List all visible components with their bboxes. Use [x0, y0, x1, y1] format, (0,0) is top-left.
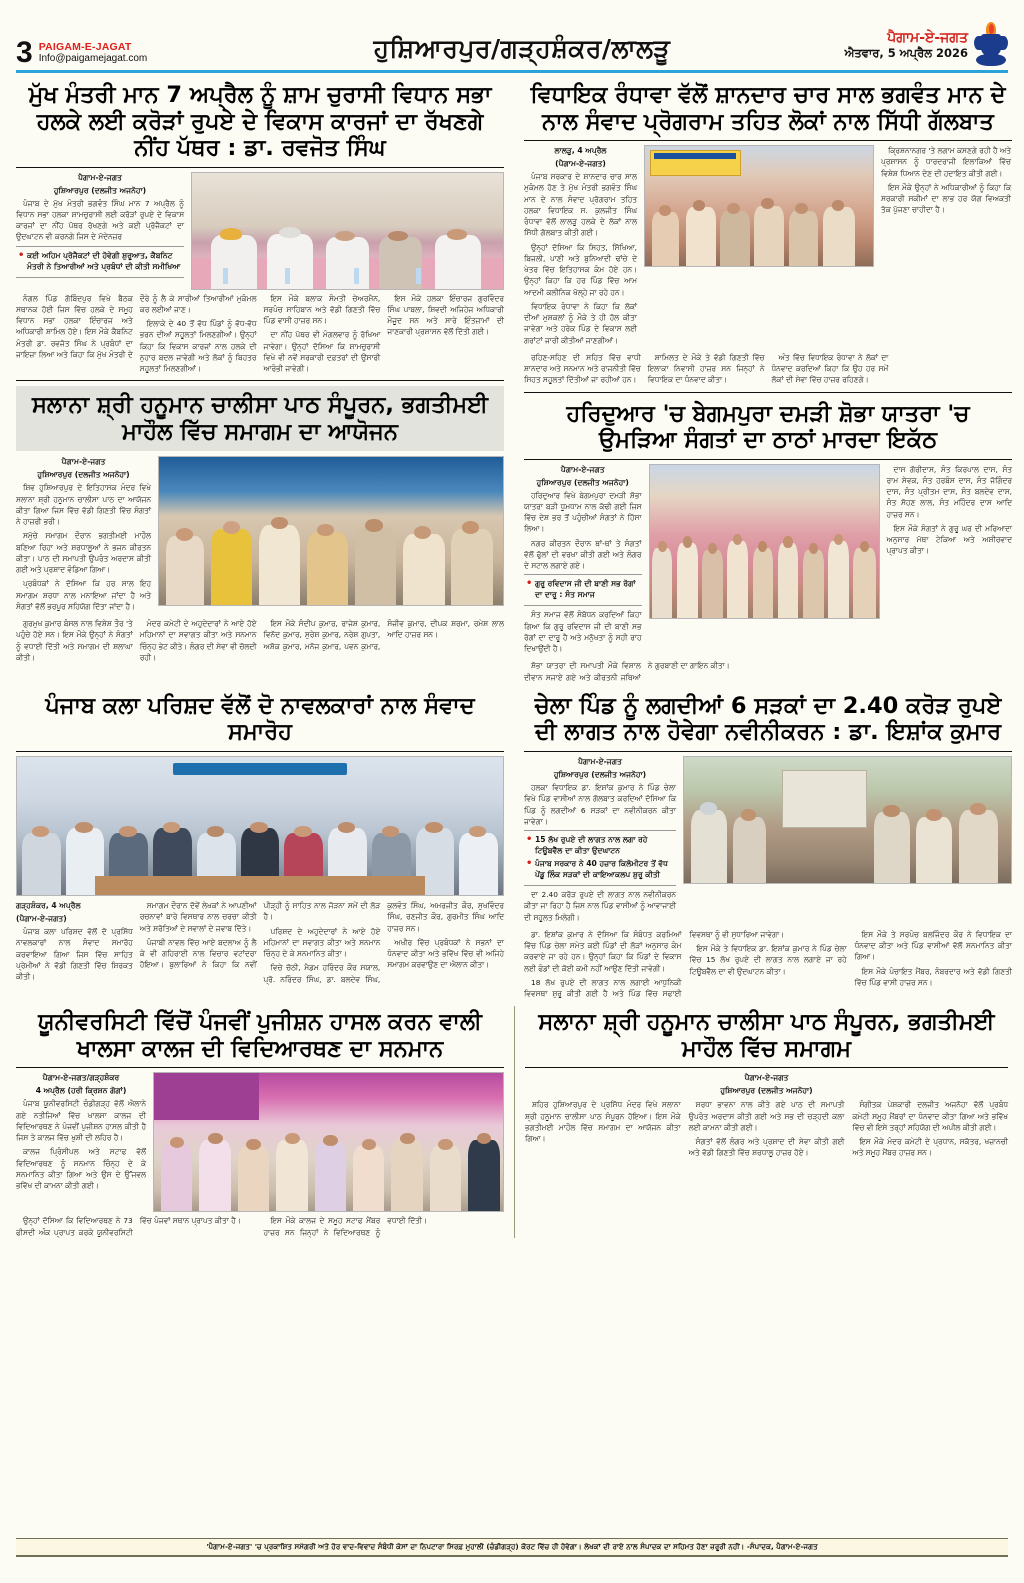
- article-7-headline: ਯੂਨੀਵਰਸਿਟੀ ਵਿੱਚੋਂ ਪੰਜਵੀਂ ਪੁਜੀਸ਼ਨ ਹਾਸਲ ਕਰਨ ਵਾਲੀ ਖਾਲਸਾ ਕਾਲਜ ਦੀ ਵਿਦਿਆਰਥਣ ਦਾ ਸਨਮਾਨ: [38, 1009, 482, 1062]
- article-5-para: ਪਰਿਸ਼ਦ ਦੇ ਅਹੁਦੇਦਾਰਾਂ ਨੇ ਆਏ ਹੋਏ ਮਹਿਮਾਨਾਂ ਦਾ ਸਵਾਗਤ ਕੀਤਾ ਅਤੇ ਸਨਮਾਨ ਚਿੰਨ੍ਹ ਦੇ ਕੇ ਸਨਮਾਨਿਤ ਕੀਤਾ।: [263, 926, 381, 959]
- article-4-headline: ਹਰਿਦੁਆਰ 'ਚ ਬੇਗਮਪੁਰਾ ਦਮੜੀ ਸ਼ੋਭਾ ਯਾਤਰਾ 'ਚ ਉਮੜਿਆ ਸੰਗਤਾਂ ਦਾ ਠਾਠਾਂ ਮਾਰਦਾ ਇਕੱਠ: [566, 400, 970, 454]
- brand-block: [39, 41, 148, 65]
- article-1-para: ਨੰਗਲ ਪਿੰਡ ਗੋਬਿੰਦਪੁਰ ਵਿਖੇ ਬੈਠਕ ਸਥਾਨਕ ਹੋਈ ਜਿਸ ਵਿੱਚ ਹਲਕੇ ਦੇ ਸਮੂਹ ਵਿਧਾਨ ਸਭਾ ਹਲਕਾ ਇੰਚਾਰਜ ਅਤੇ ਅਧਿਕਾਰੀ ਸ਼ਾਮਿਲ ਹੋਏ। ਇਸ ਮੌਕੇ ਕੈਬਨਿਟ ਮੰਤਰੀ ਡਾ. ਰਵਜੋਤ ਸਿੰਘ ਨੇ ਪ੍ਰਬੰਧਾਂ ਦਾ ਜਾਇਜ਼ਾ ਲਿਆ ਅਤੇ ਕਿਹਾ ਕਿ ਮੁੱਖ ਮੰਤਰੀ ਦੇ ਦੌਰੇ ਨੂੰ ਲੈ ਕੇ ਸਾਰੀਆਂ ਤਿਆਰੀਆਂ ਮੁਕੰਮਲ ਕਰ ਲਈਆਂ ਜਾਣ।: [16, 293, 257, 359]
- article-8-dateline-1: ਪੈਗਾਮ-ਏ-ਜਗਤ: [744, 1073, 789, 1083]
- article-7: [16, 1006, 504, 1238]
- brand-name: PAIGAM-E-JAGAT: [38, 40, 132, 53]
- article-4-para: ਸ਼ੋਭਾ ਯਾਤਰਾ ਦੀ ਸਮਾਪਤੀ ਮੌਕੇ ਵਿਸ਼ਾਲ ਦੀਵਾਨ ਸਜਾਏ ਗਏ ਅਤੇ ਕੀਰਤਨੀ ਜਥਿਆਂ ਨੇ ਗੁਰਬਾਣੀ ਦਾ ਗਾਇਨ ਕੀਤਾ।: [524, 661, 730, 682]
- article-7-dateline-1: ਪੈਗਾਮ-ਏ-ਜਗਤ/ਗੜ੍ਹਸ਼ੰਕਰ: [42, 1073, 120, 1083]
- article-2: [524, 79, 1012, 386]
- article-7-para: ਕਾਲਜ ਪ੍ਰਿੰਸੀਪਲ ਅਤੇ ਸਟਾਫ ਵੱਲੋਂ ਵਿਦਿਆਰਥਣ ਨੂੰ ਸਨਮਾਨ ਚਿੰਨ੍ਹ ਦੇ ਕੇ ਸਨਮਾਨਿਤ ਕੀਤਾ ਗਿਆ ਅਤੇ ਉਸ ਦੇ ਉੱਜਵਲ ਭਵਿੱਖ ਦੀ ਕਾਮਨਾ ਕੀਤੀ ਗਈ।: [16, 1147, 146, 1191]
- brand-email: Info@paigamejagat.com: [38, 52, 148, 64]
- article-2-para: ਸ਼ਾਮਿਲਤ ਦੇ ਮੌਕੇ ਤੇ ਵੱਡੀ ਗਿਣਤੀ ਵਿੱਚ ਇਲਾਕਾ ਨਿਵਾਸੀ ਹਾਜ਼ਰ ਸਨ ਜਿਨ੍ਹਾਂ ਨੇ ਵਿਧਾਇਕ ਦਾ ਧੰਨਵਾਦ ਕੀਤਾ।: [647, 352, 765, 385]
- bullet-item: • ਕਈ ਅਹਿਮ ਪ੍ਰੋਜੈਕਟਾਂ ਦੀ ਹੋਵੇਗੀ ਸ਼ੁਰੂਆਤ, ਕੈਬਨਿਟ ਮੰਤਰੀ ਨੇ ਤਿਆਰੀਆਂ ਅਤੇ ਪ੍ਰਬੰਧਾਂ ਦੀ ਕੀਤੀ ਸਮੀਖਿਆ: [27, 250, 184, 272]
- article-7-dateline-2: 4 ਅਪ੍ਰੈਲ (ਹਰੀ ਕ੍ਰਿਸ਼ਨ ਗੋਗਾਂ): [35, 1086, 127, 1096]
- hanuman-chalisa-event-photo: [158, 456, 504, 606]
- article-3: [16, 386, 504, 663]
- article-8-para: ਇਸ ਮੌਕੇ ਮੰਦਰ ਕਮੇਟੀ ਦੇ ਪ੍ਰਧਾਨ, ਸਕੱਤਰ, ਖਜ਼ਾਨਚੀ ਅਤੇ ਸਮੂਹ ਮੈਂਬਰ ਹਾਜ਼ਰ ਸਨ।: [852, 1137, 1008, 1158]
- article-6: [524, 690, 1012, 999]
- masthead: [16, 14, 1008, 69]
- kala-parishad-group-photo: [16, 756, 504, 896]
- article-2-para: ਰਹਿਣ-ਸਹਿਣ ਦੀ ਸਹਿਤ ਵਿੱਚ ਵਾਧੀ ਸ਼ਾਨਦਾਰ ਅਤੇ ਸਨਮਾਨ ਅਤੇ ਰਾਜਨੀਤੀ ਵਿੱਚ ਸਿਹਤ ਸਹੂਲਤਾਂ ਦਿੱਤੀਆਂ ਜਾ ਰਹੀਆਂ ਹਨ।: [524, 352, 641, 385]
- article-5-dateline-1: ਗੜ੍ਹਸ਼ੰਕਰ, 4 ਅਪ੍ਰੈਲ: [16, 901, 81, 911]
- sangat-samvad-photo: [644, 145, 874, 267]
- article-6-dateline-1: ਪੈਗਾਮ-ਏ-ਜਗਤ: [578, 757, 622, 767]
- article-6-bullets: [524, 830, 676, 886]
- article-6-headline: ਚੇਲਾ ਪਿੰਡ ਨੂੰ ਲਗਦੀਆਂ 6 ਸੜਕਾਂ ਦਾ 2.40 ਕਰੋੜ ਰੁਪਏ ਦੀ ਲਾਗਤ ਨਾਲ ਹੋਵੇਗਾ ਨਵੀਨੀਕਰਨ : ਡਾ. ਇਸ਼ਾਂਕ ਕੁਮਾਰ: [534, 692, 1002, 746]
- article-2-para: ਇਸ ਮੌਕੇ ਉਨ੍ਹਾਂ ਨੇ ਅਧਿਕਾਰੀਆਂ ਨੂੰ ਕਿਹਾ ਕਿ ਸਰਕਾਰੀ ਸਕੀਮਾਂ ਦਾ ਲਾਭ ਹਰ ਯੋਗ ਵਿਅਕਤੀ ਤੱਕ ਪੁੱਜਣਾ ਚਾਹੀਦਾ ਹੈ।: [881, 182, 1011, 215]
- article-8-para: ਸੰਗਤਾਂ ਵੱਲੋਂ ਲੰਗਰ ਅਤੇ ਪ੍ਰਸ਼ਾਦ ਦੀ ਸੇਵਾ ਕੀਤੀ ਗਈ ਅਤੇ ਵੱਡੀ ਗਿਣਤੀ ਵਿੱਚ ਸ਼ਰਧਾਲੂ ਹਾਜ਼ਰ ਹੋਏ।: [688, 1137, 845, 1158]
- article-4-para: ਦਾਸ ਗੋਰੀਦਾਸ, ਸੰਤ ਕਿਰਪਾਲ ਦਾਸ, ਸੰਤ ਰਾਮ ਸੇਵਕ, ਸੰਤ ਹਰਬੰਸ ਦਾਸ, ਸੰਤ ਜੋਗਿੰਦਰ ਦਾਸ, ਸੰਤ ਪ੍ਰੀਤਮ ਦਾਸ, ਸੰਤ ਬਲਦੇਵ ਦਾਸ, ਸੰਤ ਸੋਹਣ ਲਾਲ, ਸੰਤ ਮਹਿੰਦਰ ਦਾਸ ਆਦਿ ਹਾਜ਼ਰ ਸਨ।: [886, 464, 1012, 519]
- date-line: ਐਤਵਾਰ, 5 ਅਪ੍ਰੈਲ 2026: [844, 45, 968, 60]
- article-1-bullets: [16, 246, 184, 278]
- article-6-para: ਹਲਕਾ ਵਿਧਾਇਕ ਡਾ. ਇਸ਼ਾਂਕ ਕੁਮਾਰ ਨੇ ਪਿੰਡ ਚੇਲਾ ਵਿਖੇ ਪਿੰਡ ਵਾਸੀਆਂ ਨਾਲ ਗੱਲਬਾਤ ਕਰਦਿਆਂ ਦੱਸਿਆ ਕਿ ਪਿੰਡ ਨੂੰ ਲਗਦੀਆਂ 6 ਸੜਕਾਂ ਦਾ ਨਵੀਨੀਕਰਨ ਕੀਤਾ ਜਾਵੇਗਾ।: [524, 783, 676, 826]
- article-6-para: ਇਸ ਮੌਕੇ ਤੇ ਵਿਧਾਇਕ ਡਾ. ਇਸ਼ਾਂਕ ਕੁਮਾਰ ਨੇ ਪਿੰਡ ਚੇਲਾ ਵਿੱਚ 15 ਲੱਖ ਰੁਪਏ ਦੀ ਲਾਗਤ ਨਾਲ ਲਗਾਏ ਜਾ ਰਹੇ ਟਿਊਬਵੈੱਲ ਦਾ ਵੀ ਉਦਘਾਟਨ ਕੀਤਾ।: [689, 944, 847, 976]
- footer-disclaimer: 'ਪੈਗਾਮ-ਏ-ਜਗਤ' 'ਚ ਪ੍ਰਕਾਸ਼ਿਤ ਸਮੱਗਰੀ ਅਤੇ ਹੋਰ ਵਾਦ-ਵਿਵਾਦ ਸੰਬੰਧੀ ਕੇਸਾਂ ਦਾ ਨਿਪਟਾਰਾ ਸਿਰਫ਼ ਮੁਹਾਲੀ (ਚੰਡੀਗੜ੍ਹ) ਕੋਰਟ ਵਿੱਚ ਹੀ ਹੋਵੇਗਾ। ਲੇਖਕਾਂ ਦੀ ਰਾਏ ਨਾਲ ਸੰਪਾਦਕ ਦਾ ਸਹਿਮਤ ਹੋਣਾ ਜ਼ਰੂਰੀ ਨਹੀਂ। -ਸੰਪਾਦਕ, ਪੈਗਾਮ-ਏ-ਜਗਤ: [16, 1538, 1008, 1557]
- article-5-para: ਸਮਾਗਮ ਦੌਰਾਨ ਦੋਵੇਂ ਲੇਖਕਾਂ ਨੇ ਆਪਣੀਆਂ ਰਚਨਾਵਾਂ ਬਾਰੇ ਵਿਸਥਾਰ ਨਾਲ ਚਰਚਾ ਕੀਤੀ ਅਤੇ ਸਰੋਤਿਆਂ ਦੇ ਸਵਾਲਾਂ ਦੇ ਜਵਾਬ ਦਿੱਤੇ।: [139, 901, 257, 933]
- article-8-para: ਸ਼ਹਿਰ ਹੁਸ਼ਿਆਰਪੁਰ ਦੇ ਪ੍ਰਸਿੱਧ ਮੰਦਰ ਵਿਖੇ ਸਲਾਨਾ ਸ਼੍ਰੀ ਹਨੂਮਾਨ ਚਾਲੀਸਾ ਪਾਠ ਸੰਪੂਰਨ ਹੋਇਆ। ਇਸ ਮੌਕੇ ਭਗਤੀਮਈ ਮਾਹੌਲ ਵਿੱਚ ਸਮਾਗਮ ਦਾ ਆਯੋਜਨ ਕੀਤਾ ਗਿਆ।: [524, 1100, 681, 1144]
- article-6-para: ਇਸ ਮੌਕੇ ਤੇ ਸਰਪੰਚ ਬਲਜਿੰਦਰ ਕੌਰ ਨੇ ਵਿਧਾਇਕ ਦਾ ਧੰਨਵਾਦ ਕੀਤਾ ਅਤੇ ਪਿੰਡ ਵਾਸੀਆਂ ਵੱਲੋਂ ਸਨਮਾਨਿਤ ਕੀਤਾ ਗਿਆ।: [854, 929, 1012, 962]
- article-3-para: ਮੰਦਰ ਕਮੇਟੀ ਦੇ ਅਹੁਦੇਦਾਰਾਂ ਨੇ ਆਏ ਹੋਏ ਮਹਿਮਾਨਾਂ ਦਾ ਸਵਾਗਤ ਕੀਤਾ ਅਤੇ ਸਨਮਾਨ ਚਿੰਨ੍ਹ ਭੇਟ ਕੀਤੇ। ਲੰਗਰ ਦੀ ਸੇਵਾ ਵੀ ਚੱਲਦੀ ਰਹੀ।: [139, 619, 257, 662]
- article-6-para: 18 ਲੱਖ ਰੁਪਏ ਦੀ ਲਾਗਤ ਨਾਲ ਲਗਾਈ ਆਧੁਨਿਕੀ ਵਿਵਸਥਾ ਸ਼ੁਰੂ ਕੀਤੀ ਗਈ ਹੈ ਅਤੇ ਪਿੰਡ ਵਿੱਚ ਸਫਾਈ ਵਿਵਸਥਾ ਨੂੰ ਵੀ ਸੁਧਾਰਿਆ ਜਾਵੇਗਾ।: [524, 929, 785, 999]
- article-8-headline: ਸਲਾਨਾ ਸ਼੍ਰੀ ਹਨੂਮਾਨ ਚਾਲੀਸਾ ਪਾਠ ਸੰਪੂਰਨ, ਭਗਤੀਮਈ ਮਾਹੌਲ ਵਿੱਚ ਸਮਾਗਮ: [538, 1009, 995, 1062]
- article-3-headline: ਸਲਾਨਾ ਸ਼੍ਰੀ ਹਨੂਮਾਨ ਚਾਲੀਸਾ ਪਾਠ ਸੰਪੂਰਨ, ਭਗਤੀਮਈ ਮਾਹੌਲ ਵਿੱਚ ਸਮਾਗਮ ਦਾ ਆਯੋਜਨ: [16, 386, 504, 451]
- article-5-para: ਵਿਚੇ ਚੱਠੀ, ਮੈਡਮ ਹਰਿੰਦਰ ਕੌਰ ਸਯਾਲ, ਪ੍ਰੋ. ਨਰਿੰਦਰ ਸਿੰਘ, ਡਾ. ਬਲਦੇਵ ਸਿੰਘ, ਕੁਲਵੰਤ ਸਿੰਘ, ਅਮਰਜੀਤ ਕੌਰ, ਸੁਖਵਿੰਦਰ ਸਿੰਘ, ਰਣਜੀਤ ਕੌਰ, ਗੁਰਮੀਤ ਸਿੰਘ ਆਦਿ ਹਾਜ਼ਰ ਸਨ।: [263, 901, 504, 984]
- article-8-para: ਸੰਗੀਤਕ ਪੇਸ਼ਕਾਰੀ ਦਲਜੀਤ ਅਜਨੋਹਾ ਵੱਲੋਂ ਪ੍ਰਬੰਧ ਕਮੇਟੀ ਸਮੂਹ ਮੈਂਬਰਾਂ ਦਾ ਧੰਨਵਾਦ ਕੀਤਾ ਗਿਆ ਅਤੇ ਭਵਿੱਖ ਵਿੱਚ ਵੀ ਇਸੇ ਤਰ੍ਹਾਂ ਸਹਿਯੋਗ ਦੀ ਅਪੀਲ ਕੀਤੀ ਗਈ।: [852, 1100, 1008, 1132]
- section-title: ਹੁਸ਼ਿਆਰਪੁਰ/ਗੜ੍ਹਸ਼ੰਕਰ/ਲਾਲੜੂ: [373, 34, 671, 63]
- article-1-para: ਇਸ ਮੌਕੇ ਬਲਾਕ ਸੰਮਤੀ ਚੇਅਰਮੈਨ, ਸਰਪੰਚ ਸਾਹਿਬਾਨ ਅਤੇ ਵੱਡੀ ਗਿਣਤੀ ਵਿੱਚ ਪਿੰਡ ਵਾਸੀ ਹਾਜ਼ਰ ਸਨ।: [263, 293, 381, 326]
- article-1-para: ਇਲਾਕੇ ਦੇ 40 ਤੋਂ ਵੱਧ ਪਿੰਡਾਂ ਨੂੰ ਵੱਧ-ਵੱਧ ਭਰਨ ਦੀਆਂ ਸਹੂਲਤਾਂ ਮਿਲਣਗੀਆਂ। ਉਨ੍ਹਾਂ ਕਿਹਾ ਕਿ ਵਿਕਾਸ ਕਾਰਜਾਂ ਨਾਲ ਹਲਕੇ ਦੀ ਨੁਹਾਰ ਬਦਲ ਜਾਵੇਗੀ ਅਤੇ ਲੋਕਾਂ ਨੂੰ ਬਿਹਤਰ ਸਹੂਲਤਾਂ ਮਿਲਣਗੀਆਂ।: [139, 319, 257, 374]
- article-2-para: ਅੰਤ ਵਿੱਚ ਵਿਧਾਇਕ ਰੰਧਾਵਾ ਨੇ ਲੋਕਾਂ ਦਾ ਧੰਨਵਾਦ ਕਰਦਿਆਂ ਕਿਹਾ ਕਿ ਉਹ ਹਰ ਸਮੇਂ ਲੋਕਾਂ ਦੀ ਸੇਵਾ ਵਿੱਚ ਹਾਜ਼ਰ ਰਹਿਣਗੇ।: [771, 352, 889, 385]
- bullet-item: • ਗੁਰੂ ਰਵਿਦਾਸ ਜੀ ਦੀ ਬਾਣੀ ਸਭ ਰੋਗਾਂ ਦਾ ਦਾਰੂ : ਸੰਤ ਸਮਾਜ: [535, 578, 642, 600]
- article-6-para: ਦਾ 2.40 ਕਰੋੜ ਰੁਪਏ ਦੀ ਲਾਗਤ ਨਾਲ ਨਵੀਨੀਕਰਨ ਕੀਤਾ ਜਾ ਰਿਹਾ ਹੈ ਜਿਸ ਨਾਲ ਪਿੰਡ ਵਾਸੀਆਂ ਨੂੰ ਆਵਾਜਾਈ ਦੀ ਸਹੂਲਤ ਮਿਲੇਗੀ।: [524, 890, 676, 922]
- page-number: 3: [16, 36, 33, 69]
- article-1-para: ਦਾ ਨੀਂਹ ਪੱਥਰ ਵੀ ਮੰਗਲਵਾਰ ਨੂੰ ਰੱਖਿਆ ਜਾਵੇਗਾ। ਉਨ੍ਹਾਂ ਦੱਸਿਆ ਕਿ ਸ਼ਾਮਚੁਰਾਸੀ ਵਿਖੇ ਵੀ ਨਵੇਂ ਸਰਕਾਰੀ ਦਫ਼ਤਰਾਂ ਦੀ ਉਸਾਰੀ ਆਰੰਭੀ ਜਾਵੇਗੀ।: [263, 330, 381, 374]
- article-2-dateline-1: ਲਾਲੜੂ, 4 ਅਪ੍ਰੈਲ: [554, 146, 607, 156]
- article-5-para: ਅਖੀਰ ਵਿੱਚ ਪ੍ਰਬੰਧਕਾਂ ਨੇ ਸਭਨਾਂ ਦਾ ਧੰਨਵਾਦ ਕੀਤਾ ਅਤੇ ਭਵਿੱਖ ਵਿੱਚ ਵੀ ਅਜਿਹੇ ਸਮਾਗਮ ਕਰਵਾਉਣ ਦਾ ਐਲਾਨ ਕੀਤਾ।: [387, 937, 504, 970]
- article-5: [16, 690, 504, 999]
- article-3-para: ਸਮੁੱਚੇ ਸਮਾਗਮ ਦੌਰਾਨ ਭਗਤੀਮਈ ਮਾਹੌਲ ਬਣਿਆ ਰਿਹਾ ਅਤੇ ਸ਼ਰਧਾਲੂਆਂ ਨੇ ਭਜਨ ਕੀਰਤਨ ਕੀਤਾ। ਪਾਠ ਦੀ ਸਮਾਪਤੀ ਉਪਰੰਤ ਅਰਦਾਸ ਕੀਤੀ ਗਈ ਅਤੇ ਪ੍ਰਸ਼ਾਦ ਵੰਡਿਆ ਗਿਆ।: [16, 531, 151, 575]
- article-3-para: ਇਸ ਮੌਕੇ ਸੰਦੀਪ ਕੁਮਾਰ, ਰਾਜੇਸ਼ ਕੁਮਾਰ, ਵਿਨੋਦ ਕੁਮਾਰ, ਸੁਰੇਸ਼ ਕੁਮਾਰ, ਨਰੇਸ਼ ਗੁਪਤਾ, ਅਸ਼ੋਕ ਕੁਮਾਰ, ਮਨੋਜ ਕੁਮਾਰ, ਪਵਨ ਕੁਮਾਰ, ਸੰਜੀਵ ਕੁਮਾਰ, ਦੀਪਕ ਸ਼ਰਮਾ, ਰਮੇਸ਼ ਲਾਲ ਆਦਿ ਹਾਜ਼ਰ ਸਨ।: [263, 619, 504, 651]
- article-4-para: ਸੰਤ ਸਮਾਜ ਵੱਲੋਂ ਸੰਬੋਧਨ ਕਰਦਿਆਂ ਕਿਹਾ ਗਿਆ ਕਿ ਗੁਰੂ ਰਵਿਦਾਸ ਜੀ ਦੀ ਬਾਣੀ ਸਭ ਰੋਗਾਂ ਦਾ ਦਾਰੂ ਹੈ ਅਤੇ ਮਨੁੱਖਤਾ ਨੂੰ ਸਹੀ ਰਾਹ ਦਿਖਾਉਂਦੀ ਹੈ।: [524, 610, 642, 654]
- shobha-yatra-photo: [649, 464, 880, 619]
- masthead-right-text: [845, 30, 968, 61]
- article-5-dateline-2: (ਪੈਗਾਮ-ਏ-ਜਗਤ): [16, 914, 67, 924]
- article-8-dateline-2: ਹੁਸ਼ਿਆਰਪੁਰ (ਦਲਜੀਤ ਅਜਨੋਹਾ): [720, 1086, 813, 1096]
- article-5-para: ਪੰਜਾਬ ਕਲਾ ਪਰਿਸ਼ਦ ਵੱਲੋਂ ਦੋ ਪ੍ਰਸਿੱਧ ਨਾਵਲਕਾਰਾਂ ਨਾਲ ਸੰਵਾਦ ਸਮਾਰੋਹ ਕਰਵਾਇਆ ਗਿਆ ਜਿਸ ਵਿੱਚ ਸਾਹਿਤ ਪ੍ਰੇਮੀਆਂ ਨੇ ਵੱਡੀ ਗਿਣਤੀ ਵਿੱਚ ਸ਼ਿਰਕਤ ਕੀਤੀ।: [16, 927, 133, 982]
- college-felicitation-photo: [153, 1072, 504, 1212]
- article-5-para: ਪੰਜਾਬੀ ਨਾਵਲ ਵਿੱਚ ਆਏ ਬਦਲਾਅ ਨੂੰ ਲੈ ਕੇ ਵੀ ਗਹਿਰਾਈ ਨਾਲ ਵਿਚਾਰ ਵਟਾਂਦਰਾ ਹੋਇਆ। ਬੁਲਾਰਿਆਂ ਨੇ ਕਿਹਾ ਕਿ ਨਵੀਂ ਪੀੜ੍ਹੀ ਨੂੰ ਸਾਹਿਤ ਨਾਲ ਜੋੜਨਾ ਸਮੇਂ ਦੀ ਲੋੜ ਹੈ।: [139, 901, 381, 970]
- article-2-headline: ਵਿਧਾਇਕ ਰੰਧਾਵਾ ਵੱਲੋਂ ਸ਼ਾਨਦਾਰ ਚਾਰ ਸਾਲ ਭਗਵੰਤ ਮਾਨ ਦੇ ਨਾਲ ਸੰਵਾਦ ਪ੍ਰੋਗਰਾਮ ਤਹਿਤ ਲੋਕਾਂ ਨਾਲ ਸਿੱਧੀ ਗੱਲਬਾਤ: [530, 82, 1006, 135]
- article-5-headline: ਪੰਜਾਬ ਕਲਾ ਪਰਿਸ਼ਦ ਵੱਲੋਂ ਦੋ ਨਾਵਲਕਾਰਾਂ ਨਾਲ ਸੰਵਾਦ ਸਮਾਰੋਹ: [45, 692, 475, 746]
- road-inauguration-photo: [683, 756, 1012, 884]
- article-7-para: ਉਨ੍ਹਾਂ ਦੱਸਿਆ ਕਿ ਵਿਦਿਆਰਥਣ ਨੇ 73 ਫੀਸਦੀ ਅੰਕ ਪ੍ਰਾਪਤ ਕਰਕੇ ਯੂਨੀਵਰਸਿਟੀ ਵਿੱਚ ਪੰਜਵਾਂ ਸਥਾਨ ਪ੍ਰਾਪਤ ਕੀਤਾ ਹੈ।: [16, 1216, 241, 1237]
- masthead-right: [778, 24, 1008, 66]
- article-4-para: ਨਗਰ ਕੀਰਤਨ ਦੌਰਾਨ ਥਾਂ-ਥਾਂ ਤੇ ਸੰਗਤਾਂ ਵੱਲੋਂ ਫੁੱਲਾਂ ਦੀ ਵਰਖਾ ਕੀਤੀ ਗਈ ਅਤੇ ਲੰਗਰ ਦੇ ਸਟਾਲ ਲਗਾਏ ਗਏ।: [524, 538, 642, 571]
- article-2-para: ਉਨ੍ਹਾਂ ਦੱਸਿਆ ਕਿ ਸਿਹਤ, ਸਿੱਖਿਆ, ਬਿਜਲੀ, ਪਾਣੀ ਅਤੇ ਬੁਨਿਆਦੀ ਢਾਂਚੇ ਦੇ ਖੇਤਰ ਵਿੱਚ ਇਤਿਹਾਸਕ ਕੰਮ ਹੋਏ ਹਨ। ਉਨ੍ਹਾਂ ਕਿਹਾ ਕਿ ਹਰ ਪਿੰਡ ਵਿੱਚ ਆਮ ਆਦਮੀ ਕਲੀਨਿਕ ਖੋਲ੍ਹੇ ਜਾ ਰਹੇ ਹਨ।: [524, 242, 637, 297]
- article-8-para: ਸ਼ਰਧਾ ਭਾਵਨਾ ਨਾਲ ਕੀਤੇ ਗਏ ਪਾਠ ਦੀ ਸਮਾਪਤੀ ਉਪਰੰਤ ਅਰਦਾਸ ਕੀਤੀ ਗਈ ਅਤੇ ਸਭ ਦੀ ਚੜ੍ਹਦੀ ਕਲਾ ਲਈ ਕਾਮਨਾ ਕੀਤੀ ਗਈ।: [688, 1100, 845, 1132]
- bullet-item: • ਪੰਜਾਬ ਸਰਕਾਰ ਨੇ 40 ਹਜ਼ਾਰ ਕਿਲੋਮੀਟਰ ਤੋਂ ਵੱਧ ਪੇਂਡੂ ਲਿੰਕ ਸੜਕਾਂ ਦੀ ਕਾਇਆਕਲਪ ਸ਼ੁਰੂ ਕੀਤੀ: [535, 858, 676, 880]
- article-4-dateline-1: ਪੈਗਾਮ-ਏ-ਜਗਤ: [560, 464, 605, 474]
- article-7-para: ਇਸ ਮੌਕੇ ਕਾਲਜ ਦੇ ਸਮੂਹ ਸਟਾਫ ਮੈਂਬਰ ਹਾਜ਼ਰ ਸਨ ਜਿਨ੍ਹਾਂ ਨੇ ਵਿਦਿਆਰਥਣ ਨੂੰ ਵਧਾਈ ਦਿੱਤੀ।: [263, 1216, 428, 1237]
- article-4-dateline-2: ਹੁਸ਼ਿਆਰਪੁਰ (ਦਲਜੀਤ ਅਜਨੋਹਾ): [536, 477, 629, 487]
- article-8: [525, 1006, 1008, 1238]
- meeting-dais-photo: [191, 172, 504, 290]
- top-section: [16, 79, 1012, 683]
- article-3-dateline-1: ਪੈਗਾਮ-ਏ-ਜਗਤ: [61, 457, 106, 467]
- article-4-bullets: [524, 574, 642, 606]
- article-1-dateline-2: ਹੁਸ਼ਿਆਰਪੁਰ (ਦਲਜੀਤ ਅਜਨੋਹਾ): [53, 185, 147, 195]
- article-1-lead: ਪੰਜਾਬ ਦੇ ਮੁੱਖ ਮੰਤਰੀ ਭਗਵੰਤ ਸਿੰਘ ਮਾਨ 7 ਅਪ੍ਰੈਲ ਨੂੰ ਵਿਧਾਨ ਸਭਾ ਹਲਕਾ ਸ਼ਾਮਚੁਰਾਸੀ ਲਈ ਕਰੋੜਾਂ ਰੁਪਏ ਦੇ ਵਿਕਾਸ ਕਾਰਜਾਂ ਦਾ ਨੀਂਹ ਪੱਥਰ ਰੱਖਣਗੇ ਅਤੇ ਕਈ ਪ੍ਰੋਜੈਕਟਾਂ ਦਾ ਉਦਘਾਟਨ ਵੀ ਕਰਨਗੇ ਜਿਸ ਦੇ ਮੱਦੇਨਜ਼ਰ: [16, 198, 184, 242]
- article-6-dateline-2: ਹੁਸ਼ਿਆਰਪੁਰ (ਦਲਜੀਤ ਅਜਨੋਹਾ): [553, 770, 647, 780]
- left-column: [16, 79, 504, 683]
- article-4: [524, 398, 1012, 683]
- right-column: [524, 79, 1012, 683]
- article-4-para: ਇਸ ਮੌਕੇ ਸੰਗਤਾਂ ਨੇ ਗੁਰੂ ਘਰ ਦੀ ਮਰਿਆਦਾ ਅਨੁਸਾਰ ਮੱਥਾ ਟੇਕਿਆ ਅਤੇ ਅਸ਼ੀਰਵਾਦ ਪ੍ਰਾਪਤ ਕੀਤਾ।: [886, 523, 1012, 556]
- article-1: [16, 79, 504, 374]
- article-1-dateline-1: ਪੈਗਾਮ-ਏ-ਜਗਤ: [78, 172, 122, 182]
- paper-name: ਪੈਗਾਮ-ਏ-ਜਗਤ: [887, 29, 968, 46]
- article-6-para: ਡਾ. ਇਸ਼ਾਂਕ ਕੁਮਾਰ ਨੇ ਦੱਸਿਆ ਕਿ ਸੰਬੰਧਤ ਕਰਮਿਆਂ ਵਿੱਚ ਪਿੰਡ ਚੇਲਾ ਸਮੇਤ ਕਈ ਪਿੰਡਾਂ ਦੀ ਲੋੜਾਂ ਅਨੁਸਾਰ ਕੰਮ ਕਰਵਾਏ ਜਾ ਰਹੇ ਹਨ। ਉਨ੍ਹਾਂ ਕਿਹਾ ਕਿ ਪਿੰਡਾਂ ਦੇ ਵਿਕਾਸ ਲਈ ਫੰਡਾਂ ਦੀ ਕੋਈ ਕਮੀ ਨਹੀਂ ਆਉਣ ਦਿੱਤੀ ਜਾਵੇਗੀ।: [524, 929, 682, 973]
- article-7-para: ਪੰਜਾਬ ਯੂਨੀਵਰਸਿਟੀ ਚੰਡੀਗੜ੍ਹ ਵੱਲੋਂ ਐਲਾਨੇ ਗਏ ਨਤੀਜਿਆਂ ਵਿੱਚ ਖਾਲਸਾ ਕਾਲਜ ਦੀ ਵਿਦਿਆਰਥਣ ਨੇ ਪੰਜਵੀਂ ਪੁਜੀਸ਼ਨ ਹਾਸਲ ਕੀਤੀ ਹੈ ਜਿਸ ਤੇ ਕਾਲਜ ਵਿੱਚ ਖੁਸ਼ੀ ਦੀ ਲਹਿਰ ਹੈ।: [16, 1099, 146, 1143]
- article-2-para: ਵਿਧਾਇਕ ਰੰਧਾਵਾ ਨੇ ਕਿਹਾ ਕਿ ਲੋਕਾਂ ਦੀਆਂ ਮੁਸ਼ਕਲਾਂ ਨੂੰ ਮੌਕੇ ਤੇ ਹੀ ਹੱਲ ਕੀਤਾ ਜਾਵੇਗਾ ਅਤੇ ਹਰੇਕ ਪਿੰਡ ਦੇ ਵਿਕਾਸ ਲਈ ਗਰਾਂਟਾਂ ਜਾਰੀ ਕੀਤੀਆਂ ਜਾਣਗੀਆਂ।: [524, 301, 637, 345]
- bullet-item: • 15 ਲੱਖ ਰੁਪਏ ਦੀ ਲਾਗਤ ਨਾਲ ਲਗਾ ਰਹੇ ਟਿਊਬਵੈੱਲ ਦਾ ਕੀਤਾ ਉਦਘਾਟਨ: [535, 834, 676, 856]
- article-2-dateline-2: (ਪੈਗਾਮ-ਏ-ਜਗਤ): [555, 159, 606, 169]
- masthead-divider: [16, 70, 1008, 73]
- article-3-dateline-2: ਹੁਸ਼ਿਆਰਪੁਰ (ਦਲਜੀਤ ਅਜਨੋਹਾ): [37, 470, 130, 480]
- article-3-para: ਗੁਰਮੁਖ ਕੁਮਾਰ ਬੰਸਲ ਨਾਲ ਵਿਸ਼ੇਸ਼ ਤੌਰ 'ਤੇ ਪਹੁੰਚੇ ਹੋਏ ਸਨ। ਇਸ ਮੌਕੇ ਉਨ੍ਹਾਂ ਨੇ ਸੰਗਤਾਂ ਨੂੰ ਵਧਾਈ ਦਿੱਤੀ ਅਤੇ ਸਮਾਗਮ ਦੀ ਸ਼ਲਾਘਾ ਕੀਤੀ।: [16, 619, 133, 662]
- article-1-headline: ਮੁੱਖ ਮੰਤਰੀ ਮਾਨ 7 ਅਪ੍ਰੈਲ ਨੂੰ ਸ਼ਾਮ ਚੁਰਾਸੀ ਵਿਧਾਨ ਸਭਾ ਹਲਕੇ ਲਈ ਕਰੋੜਾਂ ਰੁਪਏ ਦੇ ਵਿਕਾਸ ਕਾਰਜਾਂ ਦਾ ਰੱਖਣਗੇ ਨੀਂਹ ਪੱਥਰ : ਡਾ. ਰਵਜੋਤ ਸਿੰਘ: [28, 82, 492, 162]
- article-2-para: ਕ੍ਰਿਸ਼ਨਾਨਗਰ 'ਤੇ ਲਗਾਮ ਕਸਣਗੇ ਰਹੀ ਹੈ ਅਤੇ ਪ੍ਰਸ਼ਾਸਨ ਨੂੰ ਧਾਰਦਰਾਜੀ ਇਲਾਕਿਆਂ ਵਿੱਚ ਵਿਸ਼ੇਸ਼ ਧਿਆਨ ਦੇਣ ਦੀ ਹਦਾਇਤ ਕੀਤੀ ਗਈ।: [881, 146, 1011, 178]
- torch-emblem-icon: [974, 24, 1008, 66]
- masthead-left: [16, 36, 266, 69]
- article-2-para: ਪੰਜਾਬ ਸਰਕਾਰ ਦੇ ਸ਼ਾਨਦਾਰ ਚਾਰ ਸਾਲ ਮੁਕੰਮਲ ਹੋਣ ਤੇ ਮੁੱਖ ਮੰਤਰੀ ਭਗਵੰਤ ਸਿੰਘ ਮਾਨ ਦੇ ਨਾਲ ਸੰਵਾਦ ਪ੍ਰੋਗਰਾਮ ਤਹਿਤ ਹਲਕਾ ਵਿਧਾਇਕ ਸ. ਕੁਲਜੀਤ ਸਿੰਘ ਰੰਧਾਵਾ ਵੱਲੋਂ ਲਾਲੜੂ ਹਲਕੇ ਦੇ ਲੋਕਾਂ ਨਾਲ ਸਿੱਧੀ ਗੱਲਬਾਤ ਕੀਤੀ ਗਈ।: [524, 172, 637, 238]
- article-3-para: ਸ਼ਿਵ ਹੁਸ਼ਿਆਰਪੁਰ ਦੇ ਇਤਿਹਾਸਕ ਮੰਦਰ ਵਿਖੇ ਸਲਾਨਾ ਸ਼੍ਰੀ ਹਨੂਮਾਨ ਚਾਲੀਸਾ ਪਾਠ ਦਾ ਆਯੋਜਨ ਕੀਤਾ ਗਿਆ ਜਿਸ ਵਿੱਚ ਵੱਡੀ ਗਿਣਤੀ ਵਿੱਚ ਸੰਗਤਾਂ ਨੇ ਹਾਜ਼ਰੀ ਭਰੀ।: [16, 483, 151, 527]
- middle-section: [16, 690, 1012, 999]
- column-separator: [514, 1006, 515, 1238]
- article-3-para: ਪ੍ਰਬੰਧਕਾਂ ਨੇ ਦੱਸਿਆ ਕਿ ਹਰ ਸਾਲ ਇਹ ਸਮਾਗਮ ਸ਼ਰਧਾ ਨਾਲ ਮਨਾਇਆ ਜਾਂਦਾ ਹੈ ਅਤੇ ਸੰਗਤਾਂ ਵੱਲੋਂ ਭਰਪੂਰ ਸਹਿਯੋਗ ਦਿੱਤਾ ਜਾਂਦਾ ਹੈ।: [16, 579, 151, 611]
- article-4-para: ਹਰਿਦੁਆਰ ਵਿਖੇ ਬੇਗਮਪੁਰਾ ਦਮੜੀ ਸ਼ੋਭਾ ਯਾਤਰਾ ਬੜੀ ਧੂਮਧਾਮ ਨਾਲ ਕੱਢੀ ਗਈ ਜਿਸ ਵਿੱਚ ਦੇਸ਼ ਭਰ ਤੋਂ ਪਹੁੰਚੀਆਂ ਸੰਗਤਾਂ ਨੇ ਹਿੱਸਾ ਲਿਆ।: [524, 490, 642, 534]
- bottom-section: [16, 1006, 1008, 1238]
- article-6-para: ਇਸ ਮੌਕੇ ਪੰਚਾਇਤ ਮੈਂਬਰ, ਨੰਬਰਦਾਰ ਅਤੇ ਵੱਡੀ ਗਿਣਤੀ ਵਿੱਚ ਪਿੰਡ ਵਾਸੀ ਹਾਜ਼ਰ ਸਨ।: [854, 966, 1012, 987]
- article-1-para: ਇਸ ਮੌਕੇ ਹਲਕਾ ਇੰਚਾਰਜ ਗੁਰਵਿੰਦਰ ਸਿੰਘ ਪਾਬਲਾ, ਸ਼ਿਵਦੀ ਅਜਿਹੇਜ ਅਧਿਕਾਰੀ ਮੌਜੂਦ ਸਨ ਅਤੇ ਸਾਰੇ ਇੰਤਜ਼ਾਮਾਂ ਦੀ ਜਾਣਕਾਰੀ ਪ੍ਰਸ਼ਾਸਨ ਵੱਲੋਂ ਦਿੱਤੀ ਗਈ।: [387, 293, 504, 337]
